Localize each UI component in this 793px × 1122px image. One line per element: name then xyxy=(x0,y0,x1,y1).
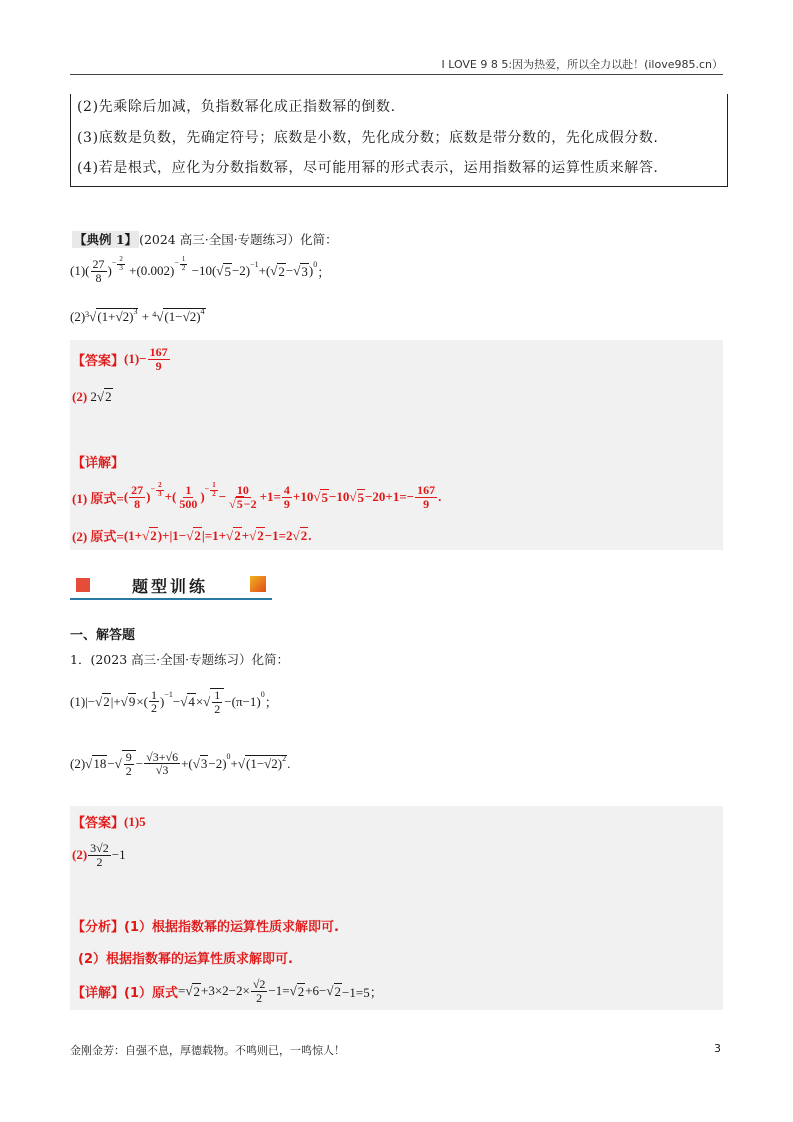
page-number: 3 xyxy=(714,1042,721,1055)
example-source: (2024 高三·全国·专题练习）化简： xyxy=(139,232,338,247)
analysis-text-1: (1）根据指数幂的运算性质求解即可. xyxy=(124,920,339,935)
answer-label: 【答案】 xyxy=(72,353,125,369)
part-heading: 一、解答题 xyxy=(70,628,136,643)
example-title xyxy=(72,230,338,248)
detail-prefix: (1) 原式= xyxy=(72,490,124,506)
method-line-4: (4)若是根式，应化为分数指数幂，尽可能用幂的形式表示，运用指数幂的运算性质来解答. xyxy=(77,160,659,176)
answer-denominator: 9 xyxy=(155,358,162,373)
header-divider xyxy=(70,74,723,75)
question-answer-2: (2) $\frac{3√2}{2}$ −1 xyxy=(72,841,126,869)
method-box xyxy=(70,94,728,187)
problem-label: (2) xyxy=(70,308,86,324)
example-answer-1 xyxy=(72,346,171,372)
question-detail-1: 【详解】 (1）原式 =√ 2 +3×2−2× $\frac{√2}{2}$ −1=√ 2 +6−√ 2 −1=5； xyxy=(72,977,383,1005)
question-1-problem-2: (2) √ 18 −√ $\frac{9}{2}$ − $\frac{√3+√6}{√3}$ +(√ 3 −2) 0 +√ $(1-√2)^2$ . xyxy=(70,749,291,778)
problem-label: (1) xyxy=(70,263,86,279)
answer-part-1: (1)− xyxy=(124,351,147,367)
problem-label: (2) xyxy=(70,755,86,771)
question-analysis-1 xyxy=(72,916,339,935)
answer-label: 【答案】 xyxy=(72,816,125,831)
example-answer-2: (2) 2√ 2 xyxy=(72,388,112,404)
answer-part-2: (2) xyxy=(72,388,88,404)
answer-numerator: 167 xyxy=(149,345,168,359)
example-detail-1: (1) 原式= ( $\frac{27}{8}$ ) − $\frac{2}{3}$ +( $\frac{1}{500}$ ) − $\frac{1}{2}$ − $\frac{10}{√5-2}$ +1= $\frac{4}{9}$ +10√ 5 −10√ 5 −20+1=− $\frac{167}{9}$ . xyxy=(72,481,442,511)
question-1-source: 1．(2023 高三·全国·专题练习）化简： xyxy=(70,652,290,667)
answer-part-2: (2) xyxy=(72,847,88,863)
method-line-3: (3)底数是负数，先确定符号；底数是小数，先化成分数；底数是带分数的，先化成假分数. xyxy=(77,130,659,146)
analysis-label: 【分析】 xyxy=(72,920,125,935)
question-1-problem-1: (1) |−√ 2 |+√ 9 ×( $\frac{1}{2}$ ) −1 −√ 4 ×√ $\frac{1}{2}$ −(π−1) 0 ； xyxy=(70,687,278,716)
section-title: 题型训练 xyxy=(132,577,209,596)
page-footer: 金刚金芳：自强不息，厚德载物。不鸣则已，一鸣惊人！ xyxy=(70,1044,345,1057)
question-analysis-2: (2）根据指数幂的运算性质求解即可. xyxy=(78,952,293,967)
orange-square-icon xyxy=(250,576,266,592)
page-header: I LOVE 9 8 5:因为热爱，所以全力以赴！(ilove985.cn） xyxy=(441,58,723,71)
example-tag: 【典例 1】 xyxy=(74,232,138,247)
detail-label: 【详解】 xyxy=(72,985,125,1001)
question-answer-1 xyxy=(72,812,146,831)
detail-prefix: (1）原式 xyxy=(124,985,179,1001)
section-banner xyxy=(70,572,272,600)
red-square-icon xyxy=(76,578,90,592)
problem-label: (1) xyxy=(70,693,86,709)
method-line-2: (2)先乘除后加减，负指数幂化成正指数幂的倒数. xyxy=(77,99,396,115)
example-problem-1: (1) ( $\frac{27}{8}$ ) − $\frac{2}{3}$ +(0.002) − $\frac{1}{2}$ −10(√ 5 −2) −1 +(√ 2 −√ 3 ) 0 ； xyxy=(70,255,331,285)
answer-part-1: (1)5 xyxy=(124,813,146,829)
example-detail-label: 【详解】 xyxy=(72,456,125,471)
example-detail-2: (2) 原式= (1+√ 2 )+|1−√ 2 |=1+√ 2 +√ 2 −1=2√ 2 . xyxy=(72,527,312,544)
example-problem-2: (2) 3 √ $(1+√2)^3$ + 4 √ $(1-√2)^4$ xyxy=(70,307,205,324)
detail-prefix: (2) 原式= xyxy=(72,529,124,544)
